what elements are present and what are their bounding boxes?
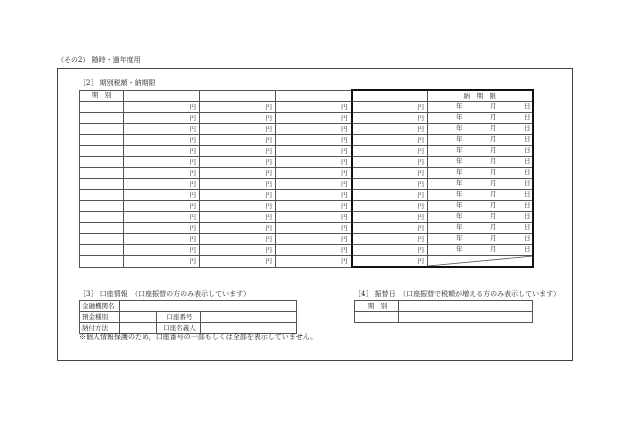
amount-cell: 円 [124, 179, 200, 190]
amount-cell: 円 [124, 146, 200, 157]
due-date-day-unit: 日 [524, 201, 531, 209]
due-date-day-unit: 日 [524, 124, 531, 132]
due-date-day-unit: 日 [524, 168, 531, 176]
due-date-day-unit: 日 [524, 102, 531, 110]
amount-cell: 円 [352, 113, 428, 124]
period-cell [80, 223, 124, 234]
section4-title: ［4］ 振替日 （口座振替で税額が増える方のみ表示しています） [354, 290, 561, 298]
amount-header-1 [124, 90, 200, 102]
amount-cell: 円 [276, 146, 352, 157]
due-date-cell [428, 223, 533, 234]
due-date-empty-cell [428, 256, 533, 268]
due-date-year-unit: 年 [456, 157, 463, 165]
due-date-year-unit: 年 [456, 245, 463, 253]
period-cell [80, 234, 124, 245]
due-date-year-unit: 年 [456, 212, 463, 220]
section2-title: ［2］ 期別税額・納期限 [79, 79, 156, 87]
account-holder-label: 口座名義人 [157, 323, 201, 334]
payment-method-label: 納付方法 [80, 323, 120, 334]
due-date-month-unit: 月 [490, 168, 497, 176]
due-date-day-unit: 日 [524, 234, 531, 242]
due-date-month-unit: 月 [490, 157, 497, 165]
amount-cell: 円 [124, 234, 200, 245]
period-cell [80, 102, 124, 113]
document-heading: （その2） 随時・過年度用 [57, 56, 141, 64]
amount-cell: 円 [124, 256, 200, 268]
due-date-month-unit: 月 [490, 124, 497, 132]
amount-cell: 円 [124, 135, 200, 146]
due-date-month-unit: 月 [490, 113, 497, 121]
amount-cell: 円 [276, 179, 352, 190]
due-date-day-unit: 日 [524, 157, 531, 165]
amount-cell: 円 [352, 223, 428, 234]
due-date-year-unit: 年 [456, 168, 463, 176]
amount-cell: 円 [200, 212, 276, 223]
amount-header-2 [200, 90, 276, 102]
period-cell [80, 179, 124, 190]
amount-cell: 円 [124, 212, 200, 223]
table-row [80, 157, 533, 168]
amount-cell: 円 [352, 245, 428, 256]
amount-cell: 円 [352, 179, 428, 190]
table-row [80, 135, 533, 146]
due-date-day-unit: 日 [524, 135, 531, 143]
account-number-value [201, 312, 297, 323]
amount-cell: 円 [200, 234, 276, 245]
due-date-year-unit: 年 [456, 190, 463, 198]
amount-cell: 円 [276, 234, 352, 245]
bank-name-label: 金融機関名 [80, 301, 120, 312]
period-header: 期 別 [80, 90, 124, 102]
due-date-cell [428, 245, 533, 256]
due-date-month-unit: 月 [490, 201, 497, 209]
amount-cell: 円 [200, 168, 276, 179]
amount-cell: 円 [276, 256, 352, 268]
due-date-month-unit: 月 [490, 245, 497, 253]
amount-cell: 円 [200, 157, 276, 168]
amount-cell: 円 [200, 201, 276, 212]
due-date-cell [428, 212, 533, 223]
due-date-day-unit: 日 [524, 245, 531, 253]
due-date-day-unit: 日 [524, 223, 531, 231]
deposit-type-label: 預金種別 [80, 312, 120, 323]
amount-cell: 円 [200, 223, 276, 234]
due-date-month-unit: 月 [490, 212, 497, 220]
due-date-day-unit: 日 [524, 212, 531, 220]
amount-cell: 円 [276, 190, 352, 201]
due-date-cell [428, 201, 533, 212]
due-date-cell [428, 179, 533, 190]
due-date-year-unit: 年 [456, 113, 463, 121]
amount-cell: 円 [124, 168, 200, 179]
due-date-day-unit: 日 [524, 146, 531, 154]
due-date-month-unit: 月 [490, 223, 497, 231]
amount-cell: 円 [200, 146, 276, 157]
amount-cell: 円 [276, 124, 352, 135]
account-info-table [79, 300, 297, 334]
transfer-date-value [399, 301, 533, 312]
table-row [80, 124, 533, 135]
amount-header-3 [276, 90, 352, 102]
amount-cell: 円 [276, 113, 352, 124]
table-row [80, 201, 533, 212]
amount-cell: 円 [276, 201, 352, 212]
due-date-cell [428, 157, 533, 168]
due-date-year-unit: 年 [456, 234, 463, 242]
table-row [80, 146, 533, 157]
period-cell [80, 124, 124, 135]
due-date-year-unit: 年 [456, 223, 463, 231]
period-cell [80, 168, 124, 179]
due-date-year-unit: 年 [456, 179, 463, 187]
amount-cell: 円 [124, 113, 200, 124]
due-date-year-unit: 年 [456, 201, 463, 209]
amount-cell: 円 [352, 157, 428, 168]
table-row [80, 234, 533, 245]
period-cell [80, 157, 124, 168]
amount-cell: 円 [352, 212, 428, 223]
amount-cell: 円 [276, 168, 352, 179]
due-date-month-unit: 月 [490, 102, 497, 110]
due-date-cell [428, 146, 533, 157]
table-row [80, 113, 533, 124]
amount-cell: 円 [200, 113, 276, 124]
amount-cell: 円 [124, 102, 200, 113]
deposit-type-value [120, 312, 157, 323]
amount-cell: 円 [124, 223, 200, 234]
period-cell [80, 245, 124, 256]
privacy-note: ※個人情報保護のため，口座番号の一部もしくは全部を表示していません。 [79, 333, 318, 341]
amount-cell: 円 [276, 102, 352, 113]
due-date-cell [428, 234, 533, 245]
due-date-month-unit: 月 [490, 190, 497, 198]
transfer-period-value [355, 312, 399, 323]
table-row [80, 256, 533, 268]
amount-cell: 円 [124, 245, 200, 256]
due-date-cell [428, 102, 533, 113]
amount-cell: 円 [352, 201, 428, 212]
amount-cell: 円 [276, 157, 352, 168]
amount-cell: 円 [200, 135, 276, 146]
amount-cell: 円 [276, 212, 352, 223]
table-row [80, 212, 533, 223]
amount-cell: 円 [352, 256, 428, 268]
due-date-day-unit: 日 [524, 179, 531, 187]
due-date-month-unit: 月 [490, 179, 497, 187]
period-cell [80, 212, 124, 223]
period-cell [80, 256, 124, 268]
amount-cell: 円 [352, 135, 428, 146]
amount-cell: 円 [200, 124, 276, 135]
due-date-day-unit: 日 [524, 190, 531, 198]
amount-cell: 円 [352, 168, 428, 179]
section3-title: ［3］ 口座情報 （口座振替の方のみ表示しています） [79, 290, 251, 298]
amount-cell: 円 [352, 190, 428, 201]
amount-cell: 円 [124, 201, 200, 212]
account-number-label: 口座番号 [157, 312, 201, 323]
period-cell [80, 190, 124, 201]
amount-cell: 円 [352, 102, 428, 113]
table-row [80, 179, 533, 190]
amount-cell: 円 [352, 146, 428, 157]
amount-cell: 円 [276, 245, 352, 256]
amount-cell: 円 [200, 245, 276, 256]
due-date-month-unit: 月 [490, 146, 497, 154]
due-date-cell [428, 113, 533, 124]
amount-cell: 円 [352, 234, 428, 245]
transfer-date-value [399, 312, 533, 323]
tax-amount-table [79, 89, 534, 268]
due-date-month-unit: 月 [490, 234, 497, 242]
amount-cell: 円 [276, 223, 352, 234]
due-date-cell [428, 168, 533, 179]
due-date-day-unit: 日 [524, 113, 531, 121]
due-date-cell [428, 135, 533, 146]
transfer-date-table [354, 300, 533, 323]
table-row [80, 245, 533, 256]
bank-name-value [120, 301, 297, 312]
period-cell [80, 113, 124, 124]
amount-cell: 円 [200, 190, 276, 201]
table-row [80, 102, 533, 113]
amount-cell: 円 [352, 124, 428, 135]
due-date-cell [428, 124, 533, 135]
amount-header-4 [352, 90, 428, 102]
payment-method-value [120, 323, 157, 334]
period-cell [80, 135, 124, 146]
table-row [80, 190, 533, 201]
due-date-cell [428, 190, 533, 201]
due-date-year-unit: 年 [456, 135, 463, 143]
table-row [80, 223, 533, 234]
amount-cell: 円 [124, 157, 200, 168]
due-date-year-unit: 年 [456, 102, 463, 110]
diagonal-line [428, 256, 533, 266]
account-holder-value [201, 323, 297, 334]
amount-cell: 円 [124, 124, 200, 135]
period-cell [80, 146, 124, 157]
amount-cell: 円 [124, 190, 200, 201]
due-date-header: 納 期 限 [428, 90, 533, 102]
amount-cell: 円 [200, 179, 276, 190]
amount-cell: 円 [200, 256, 276, 268]
amount-cell: 円 [200, 102, 276, 113]
table-row [80, 168, 533, 179]
amount-cell: 円 [276, 135, 352, 146]
tax-table-header-row [80, 90, 533, 102]
due-date-year-unit: 年 [456, 124, 463, 132]
due-date-month-unit: 月 [490, 135, 497, 143]
period-cell [80, 201, 124, 212]
transfer-period-header: 期 別 [355, 301, 399, 312]
due-date-year-unit: 年 [456, 146, 463, 154]
